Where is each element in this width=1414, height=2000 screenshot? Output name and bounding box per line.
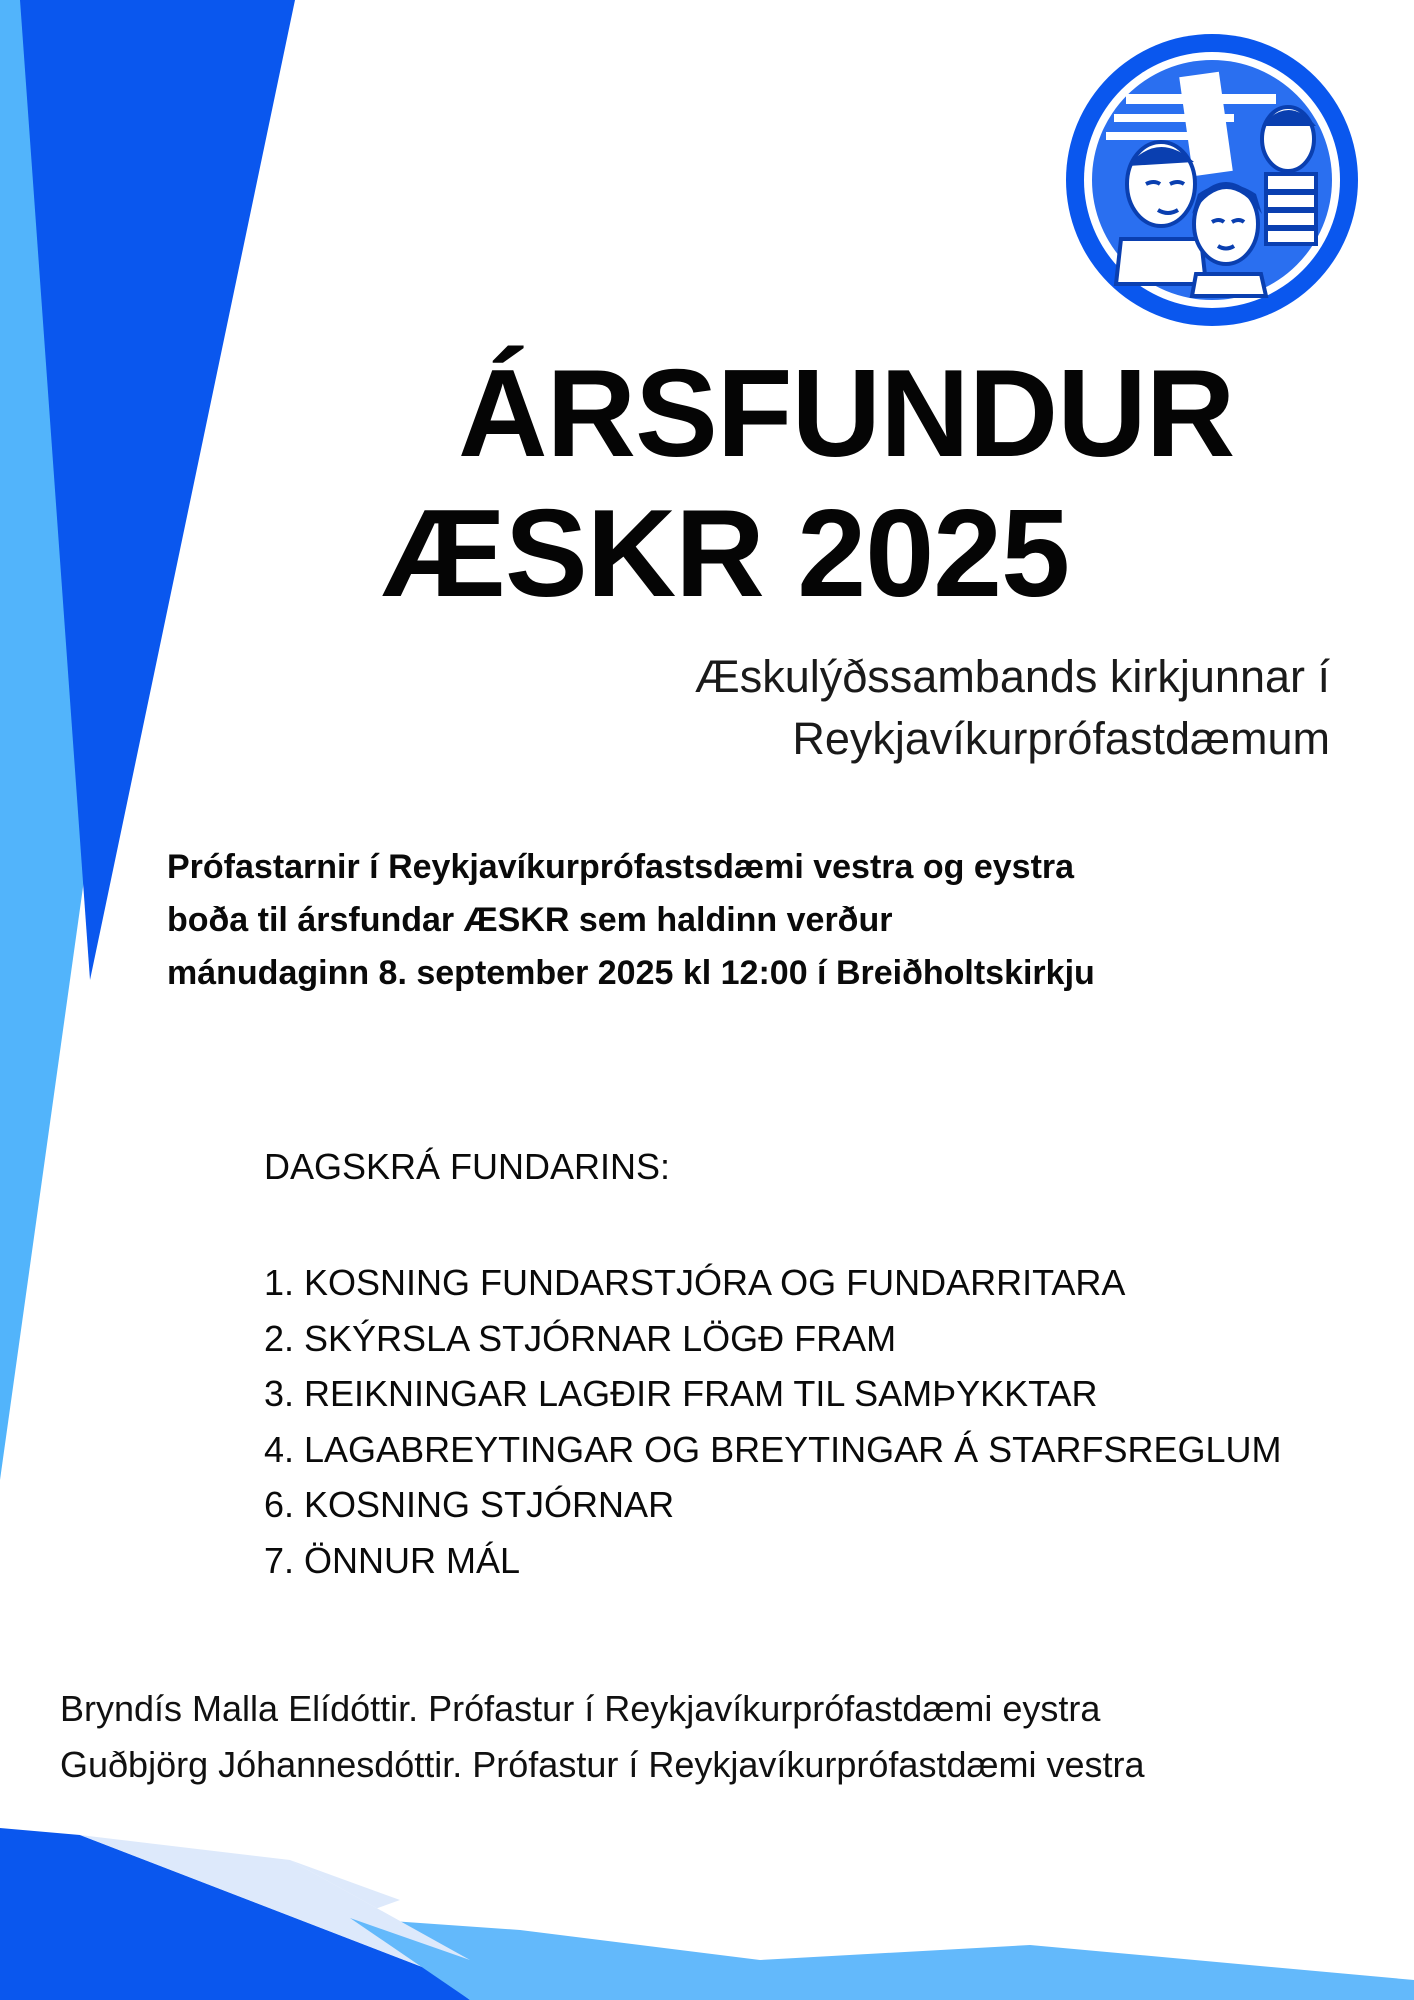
agenda-item: 6. KOSNING STJÓRNAR — [264, 1484, 675, 1525]
announcement-line-3: mánudaginn 8. september 2025 kl 12:00 í Breiðholtskirkju — [167, 954, 1095, 992]
page-title-line-1: ÁRSFUNDUR — [458, 345, 1235, 483]
signatures — [60, 1681, 1145, 1793]
figure-right-icon — [1262, 107, 1316, 244]
page-title-line-2: ÆSKR 2025 — [382, 485, 1070, 623]
signature-line-2: Guðbjörg Jóhannesdóttir. Prófastur í Reykjavíkurprófastdæmi vestra — [60, 1744, 1145, 1785]
agenda-item: 1. KOSNING FUNDARSTJÓRA OG FUNDARRITARA — [264, 1262, 1126, 1303]
subtitle — [695, 646, 1330, 770]
agenda-item: 4. LAGABREYTINGAR OG BREYTINGAR Á STARFSREGLUM — [264, 1428, 1282, 1470]
agenda-item: 2. SKÝRSLA STJÓRNAR LÖGÐ FRAM — [264, 1317, 897, 1359]
youth-group-logo-icon — [1066, 34, 1358, 326]
agenda-heading: DAGSKRÁ FUNDARINS: — [264, 1146, 671, 1187]
subtitle-line-2: Reykjavíkurprófastdæmum — [792, 713, 1330, 764]
signature-line-1: Bryndís Malla Elídóttir. Prófastur í Reykjavíkurprófastdæmi eystra — [60, 1688, 1101, 1729]
agenda-item: 7. ÖNNUR MÁL — [264, 1539, 521, 1581]
subtitle-line-1: Æskulýðssambands kirkjunnar í — [694, 651, 1330, 702]
figure-center-icon — [1192, 184, 1266, 296]
announcement-line-1: Prófastarnir í Reykjavíkurprófastsdæmi vestra og eystra — [167, 848, 1075, 886]
bottom-sky-wave — [350, 1918, 1414, 2000]
meeting-announcement — [167, 841, 1095, 1000]
agenda-list — [264, 1255, 1282, 1588]
announcement-line-2: boða til ársfundar ÆSKR sem haldinn verður — [167, 901, 893, 939]
agenda-item: 3. REIKNINGAR LAGÐIR FRAM TIL SAMÞYKKTAR — [264, 1373, 1098, 1414]
